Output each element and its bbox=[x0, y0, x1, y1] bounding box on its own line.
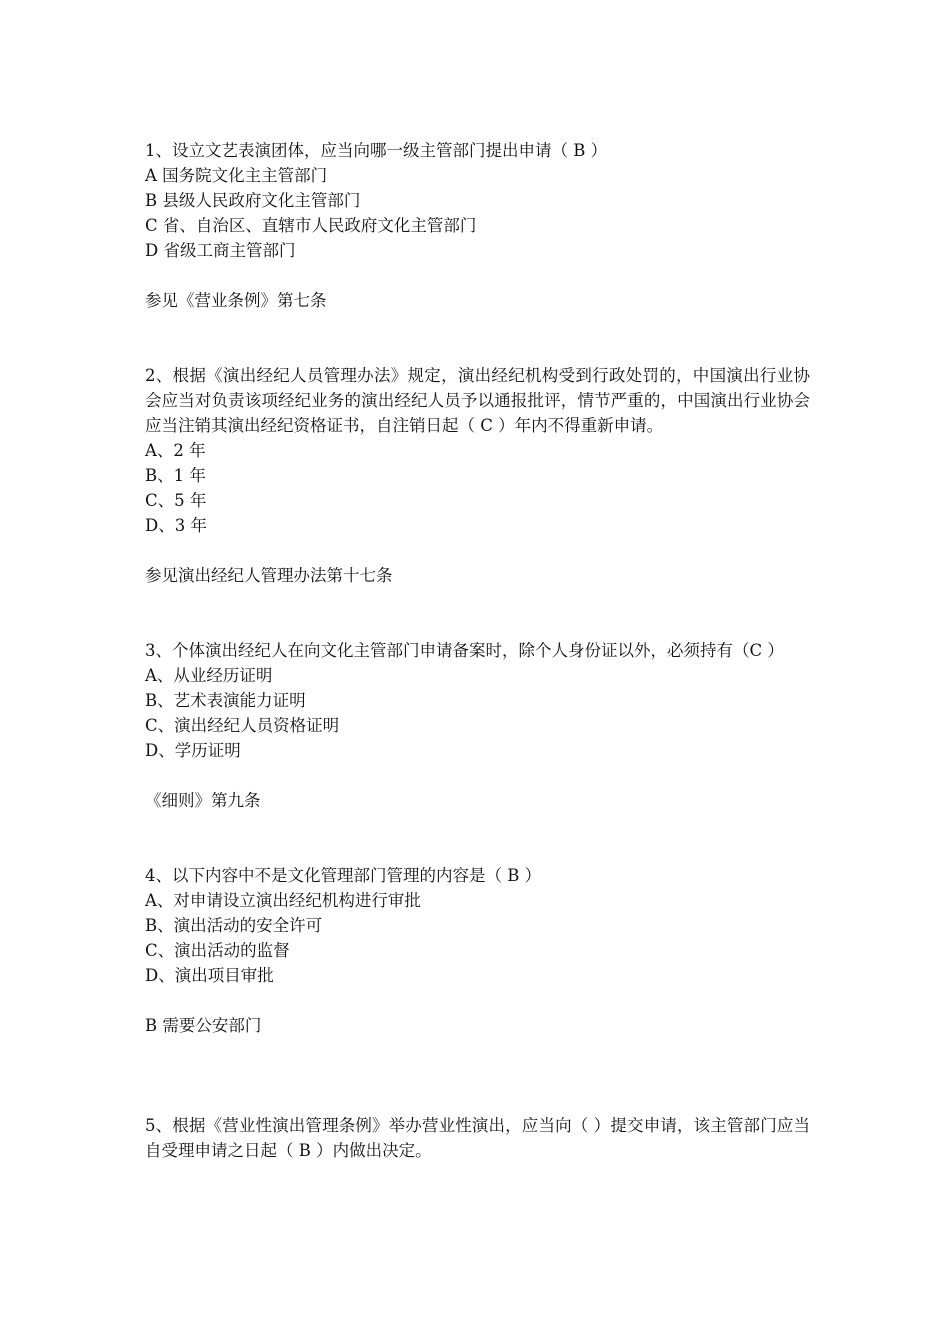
question-stem: 3、个体演出经纪人在向文化主管部门申请备案时，除个人身份证以外，必须持有（C ） bbox=[145, 641, 784, 660]
option-a: A、从业经历证明 bbox=[145, 666, 273, 685]
option-d: D、3 年 bbox=[145, 516, 207, 535]
option-b: B 县级人民政府文化主管部门 bbox=[145, 191, 361, 210]
option-a: A、2 年 bbox=[145, 441, 206, 460]
question-stem: 1、设立文艺表演团体，应当向哪一级主管部门提出申请（ B ） bbox=[145, 141, 608, 160]
reference-note: 参见《营业条例》第七条 bbox=[145, 291, 327, 310]
document-page bbox=[145, 138, 810, 1163]
reference-note: B 需要公安部门 bbox=[145, 1016, 262, 1035]
question-stem: 4、以下内容中不是文化管理部门管理的内容是（ B ） bbox=[145, 866, 542, 885]
option-c: C、演出经纪人员资格证明 bbox=[145, 716, 340, 735]
option-c: C 省、自治区、直辖市人民政府文化主管部门 bbox=[145, 216, 477, 235]
question-5 bbox=[145, 1113, 810, 1163]
option-d: D、学历证明 bbox=[145, 741, 241, 760]
reference-note: 参见演出经纪人管理办法第十七条 bbox=[145, 566, 393, 585]
question-3 bbox=[145, 638, 810, 813]
option-b: B、1 年 bbox=[145, 466, 206, 485]
option-a: A、对申请设立演出经纪机构进行审批 bbox=[145, 891, 421, 910]
question-stem: 2、根据《演出经纪人员管理办法》规定，演出经纪机构受到行政处罚的，中国演出行业协会应当对负责该项经纪业务的演出经纪人员予以通报批评，情节严重的，中国演出行业协会应当注销其演出经纪资格证书，自注销日起（ C ）年内不得重新申请。 bbox=[145, 366, 810, 435]
option-b: B、演出活动的安全许可 bbox=[145, 916, 323, 935]
question-4 bbox=[145, 863, 810, 1038]
question-2 bbox=[145, 363, 810, 588]
option-c: C、演出活动的监督 bbox=[145, 941, 290, 960]
reference-note: 《细则》第九条 bbox=[145, 791, 261, 810]
option-a: A 国务院文化主主管部门 bbox=[145, 166, 328, 185]
option-b: B、艺术表演能力证明 bbox=[145, 691, 306, 710]
option-c: C、5 年 bbox=[145, 491, 207, 510]
option-d: D、演出项目审批 bbox=[145, 966, 274, 985]
question-stem: 5、根据《营业性演出管理条例》举办营业性演出，应当向（ ）提交申请，该主管部门应当自受理申请之日起（ B ）内做出决定。 bbox=[145, 1116, 810, 1160]
question-1 bbox=[145, 138, 810, 313]
option-d: D 省级工商主管部门 bbox=[145, 241, 296, 260]
